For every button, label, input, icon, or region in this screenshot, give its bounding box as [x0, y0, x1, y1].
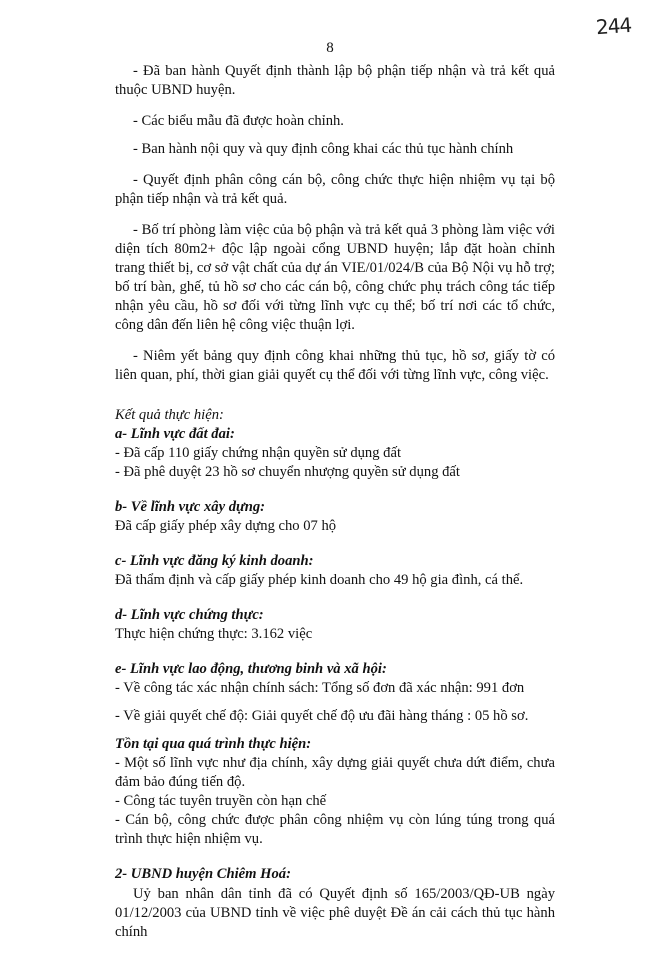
section-title-construction: b- Về lĩnh vực xây dựng: — [115, 499, 266, 515]
paragraph: - Quyết định phân công cán bộ, công chức thực hiện nhiệm vụ tại bộ phận tiếp nhận và trả kết quả. — [115, 172, 555, 207]
paragraph: - Các biểu mẫu đã được hoàn chỉnh. — [133, 113, 344, 129]
list-item: - Đã cấp 110 giấy chứng nhận quyền sử dụng đất — [115, 445, 402, 461]
handwritten-page-mark: 244 — [595, 12, 632, 40]
issues-title: Tồn tại qua quá trình thực hiện: — [115, 736, 312, 752]
section-title-land: a- Lĩnh vực đất đai: — [115, 426, 235, 442]
document-body — [115, 62, 555, 954]
list-item: - Một số lĩnh vực như địa chính, xây dựng giải quyết chưa dứt điểm, chưa đảm bảo đúng tiến độ. — [115, 755, 555, 790]
list-item: - Công tác tuyên truyền còn hạn chế — [115, 793, 327, 809]
list-item: - Cán bộ, công chức được phân công nhiệm vụ còn lúng túng trong quá trình thực hiện nhiệm vụ. — [115, 812, 555, 847]
list-item: - Về công tác xác nhận chính sách: Tổng số đơn đã xác nhận: 991 đơn — [115, 680, 525, 696]
paragraph: - Bố trí phòng làm việc của bộ phận và trả kết quả 3 phòng làm việc với diện tích 80m2+ độc lập ngoài cổng UBND huyện; lắp đặt hoàn chỉnh trang thiết bị, cơ sở vật chất của dự án VIE/01/024/B của Bộ Nội vụ hỗ trợ; bố trí bàn, ghế, tủ hồ sơ cho các cán bộ, công chức phụ trách công tác tiếp nhận yêu cầu, hồ sơ đối với từng lĩnh vực cụ thể; bố trí nơi các tổ chức, công dân đến liên hệ công việc thuận lợi. — [115, 222, 555, 333]
list-item: Đã cấp giấy phép xây dựng cho 07 hộ — [115, 518, 337, 534]
section-title-business: c- Lĩnh vực đăng ký kinh doanh: — [115, 553, 314, 569]
section-title-labour: e- Lĩnh vực lao động, thương binh và xã hội: — [115, 661, 387, 677]
list-item: Đã thẩm định và cấp giấy phép kinh doanh cho 49 hộ gia đình, cá thể. — [115, 572, 524, 588]
paragraph: - Niêm yết bảng quy định công khai những thủ tục, hồ sơ, giấy tờ có liên quan, phí, thời gian giải quyết cụ thể đối với từng lĩnh vực, công việc. — [115, 348, 555, 383]
paragraph: - Ban hành nội quy và quy định công khai các thủ tục hành chính — [133, 141, 514, 157]
list-item: - Đã phê duyệt 23 hồ sơ chuyển nhượng quyền sử dụng đất — [115, 464, 460, 480]
page-number: 8 — [326, 40, 334, 56]
section-2-text: Uỷ ban nhân dân tỉnh đã có Quyết định số 165/2003/QĐ-UB ngày 01/12/2003 của UBND tỉnh về việc phê duyệt Đề án cải cách thủ tục hành chính — [115, 886, 555, 940]
results-heading: Kết quả thực hiện: — [115, 407, 224, 423]
section-2-title: 2- UBND huyện Chiêm Hoá: — [115, 866, 291, 882]
section-title-certification: d- Lĩnh vực chứng thực: — [115, 607, 264, 623]
list-item: - Về giải quyết chế độ: Giải quyết chế độ ưu đãi hàng tháng : 05 hồ sơ. — [115, 708, 529, 724]
list-item: Thực hiện chứng thực: 3.162 việc — [115, 626, 313, 642]
paragraph: - Đã ban hành Quyết định thành lập bộ phận tiếp nhận và trả kết quả thuộc UBND huyện. — [115, 63, 555, 98]
